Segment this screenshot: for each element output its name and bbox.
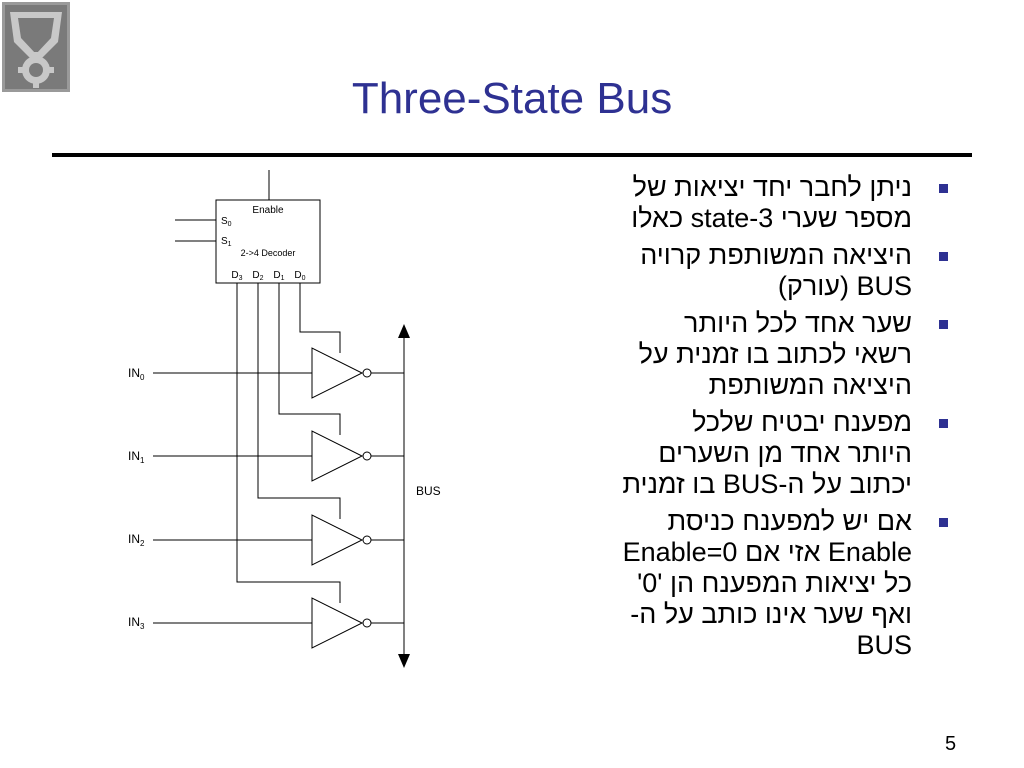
decoder-enable-label: Enable [252, 205, 284, 216]
bullet-item: אם יש למפענח כניסת Enable אזי אם Enable=0 כל יציאות המפענח הן '0' ואף שער אינו כותב על ה-BUS [540, 506, 960, 661]
svg-text:D1: $D_1$ [273, 270, 285, 282]
input-label-0: IN [128, 366, 140, 380]
input-label-1: IN [128, 449, 140, 463]
bullet-marker [939, 419, 948, 428]
page-number: 5 [945, 733, 957, 755]
bullet-item: ניתן לחבר יחד יציאות של מספר שערי 3-state כאלו [540, 172, 960, 234]
svg-text:S0: $S_0$ [221, 216, 232, 228]
select-s1-label: S [221, 236, 228, 247]
svg-text:S1: $S_1$ [221, 236, 232, 248]
bullet-item: מפענח יבטיח שלכל היותר אחד מן השערים יכתוב על ה-BUS בו זמנית [540, 407, 960, 500]
tristate-buffer-2 [312, 515, 362, 565]
decoder-name-label: 2->4 Decoder [240, 248, 296, 258]
bullet-item: היציאה המשותפת קרויה BUS (עורק) [540, 240, 960, 302]
bullet-item: שער אחד לכל היותר רשאי לכתוב בו זמנית על היציאה המשותפת [540, 308, 960, 401]
svg-text:D0: $D_0$ [294, 270, 306, 282]
bullet-list [540, 172, 960, 667]
select-s0-label: S [221, 216, 228, 227]
bullet-marker [939, 252, 948, 261]
svg-text:D2: $D_2$ [252, 270, 264, 282]
svg-text:IN0: $IN_0$ [128, 366, 145, 382]
bullet-marker [939, 320, 948, 329]
svg-text:D3: $D_3$ [231, 270, 243, 282]
input-label-3: IN [128, 615, 140, 629]
decoder-output-d0: D [294, 270, 302, 281]
decoder-output-d3: D [231, 270, 239, 281]
svg-text:IN3: $IN_3$ [128, 615, 145, 631]
tristate-buffer-3 [312, 598, 362, 648]
svg-text:IN2: $IN_2$ [128, 532, 145, 548]
bus-label: BUS [416, 484, 441, 498]
decoder-output-d2: D [252, 270, 260, 281]
slide-title: Three-State Bus [351, 74, 673, 123]
input-label-2: IN [128, 532, 140, 546]
bullet-marker [939, 184, 948, 193]
tristate-buffer-0 [312, 348, 362, 398]
tristate-buffer-1 [312, 431, 362, 481]
decoder-output-d1: D [273, 270, 281, 281]
bullet-marker [939, 518, 948, 527]
svg-text:IN1: $IN_1$ [128, 449, 145, 465]
